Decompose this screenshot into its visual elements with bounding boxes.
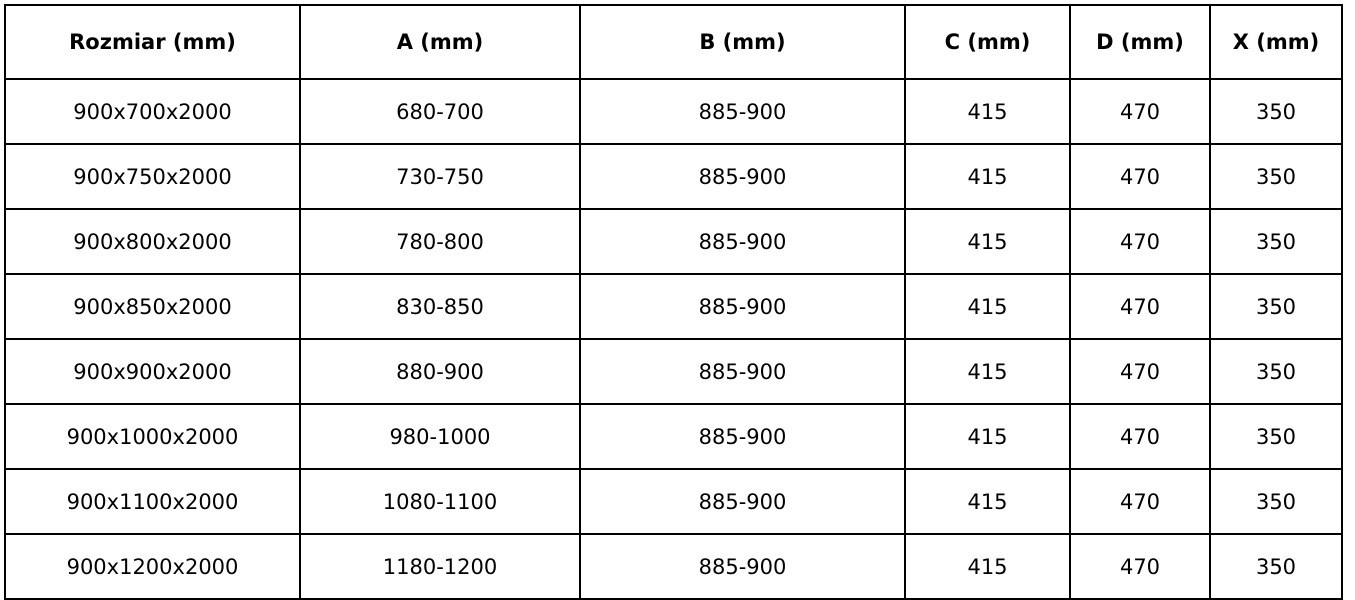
cell-x: 350: [1210, 79, 1342, 144]
column-header-c: C (mm): [905, 5, 1070, 79]
cell-rozmiar: 900x1200x2000: [5, 534, 300, 599]
table-row: [5, 404, 1342, 469]
cell-b: 885-900: [580, 339, 905, 404]
cell-b: 885-900: [580, 144, 905, 209]
table-body: [5, 79, 1342, 599]
table-row: [5, 209, 1342, 274]
column-header-b: B (mm): [580, 5, 905, 79]
cell-b: 885-900: [580, 469, 905, 534]
cell-c: 415: [905, 469, 1070, 534]
cell-d: 470: [1070, 339, 1210, 404]
cell-c: 415: [905, 79, 1070, 144]
column-header-rozmiar: Rozmiar (mm): [5, 5, 300, 79]
cell-d: 470: [1070, 469, 1210, 534]
cell-rozmiar: 900x1000x2000: [5, 404, 300, 469]
column-header-a: A (mm): [300, 5, 580, 79]
table-row: [5, 534, 1342, 599]
cell-b: 885-900: [580, 534, 905, 599]
cell-c: 415: [905, 534, 1070, 599]
dimensions-table: [4, 4, 1343, 600]
table-header: [5, 5, 1342, 79]
cell-a: 830-850: [300, 274, 580, 339]
cell-b: 885-900: [580, 79, 905, 144]
cell-d: 470: [1070, 144, 1210, 209]
cell-x: 350: [1210, 469, 1342, 534]
cell-x: 350: [1210, 209, 1342, 274]
cell-a: 680-700: [300, 79, 580, 144]
cell-b: 885-900: [580, 404, 905, 469]
table-row: [5, 274, 1342, 339]
cell-x: 350: [1210, 404, 1342, 469]
cell-x: 350: [1210, 534, 1342, 599]
cell-b: 885-900: [580, 209, 905, 274]
cell-d: 470: [1070, 209, 1210, 274]
cell-rozmiar: 900x750x2000: [5, 144, 300, 209]
cell-x: 350: [1210, 274, 1342, 339]
cell-rozmiar: 900x800x2000: [5, 209, 300, 274]
cell-rozmiar: 900x900x2000: [5, 339, 300, 404]
cell-b: 885-900: [580, 274, 905, 339]
cell-c: 415: [905, 274, 1070, 339]
table-row: [5, 469, 1342, 534]
cell-d: 470: [1070, 274, 1210, 339]
cell-d: 470: [1070, 79, 1210, 144]
cell-a: 1180-1200: [300, 534, 580, 599]
table-row: [5, 339, 1342, 404]
cell-c: 415: [905, 404, 1070, 469]
cell-a: 880-900: [300, 339, 580, 404]
column-header-x: X (mm): [1210, 5, 1342, 79]
cell-a: 730-750: [300, 144, 580, 209]
cell-a: 1080-1100: [300, 469, 580, 534]
cell-d: 470: [1070, 534, 1210, 599]
cell-x: 350: [1210, 339, 1342, 404]
cell-rozmiar: 900x850x2000: [5, 274, 300, 339]
cell-c: 415: [905, 339, 1070, 404]
cell-x: 350: [1210, 144, 1342, 209]
cell-d: 470: [1070, 404, 1210, 469]
column-header-d: D (mm): [1070, 5, 1210, 79]
cell-rozmiar: 900x1100x2000: [5, 469, 300, 534]
cell-a: 980-1000: [300, 404, 580, 469]
table-row: [5, 79, 1342, 144]
table-header-row: [5, 5, 1342, 79]
cell-c: 415: [905, 144, 1070, 209]
table-row: [5, 144, 1342, 209]
cell-c: 415: [905, 209, 1070, 274]
cell-rozmiar: 900x700x2000: [5, 79, 300, 144]
cell-a: 780-800: [300, 209, 580, 274]
